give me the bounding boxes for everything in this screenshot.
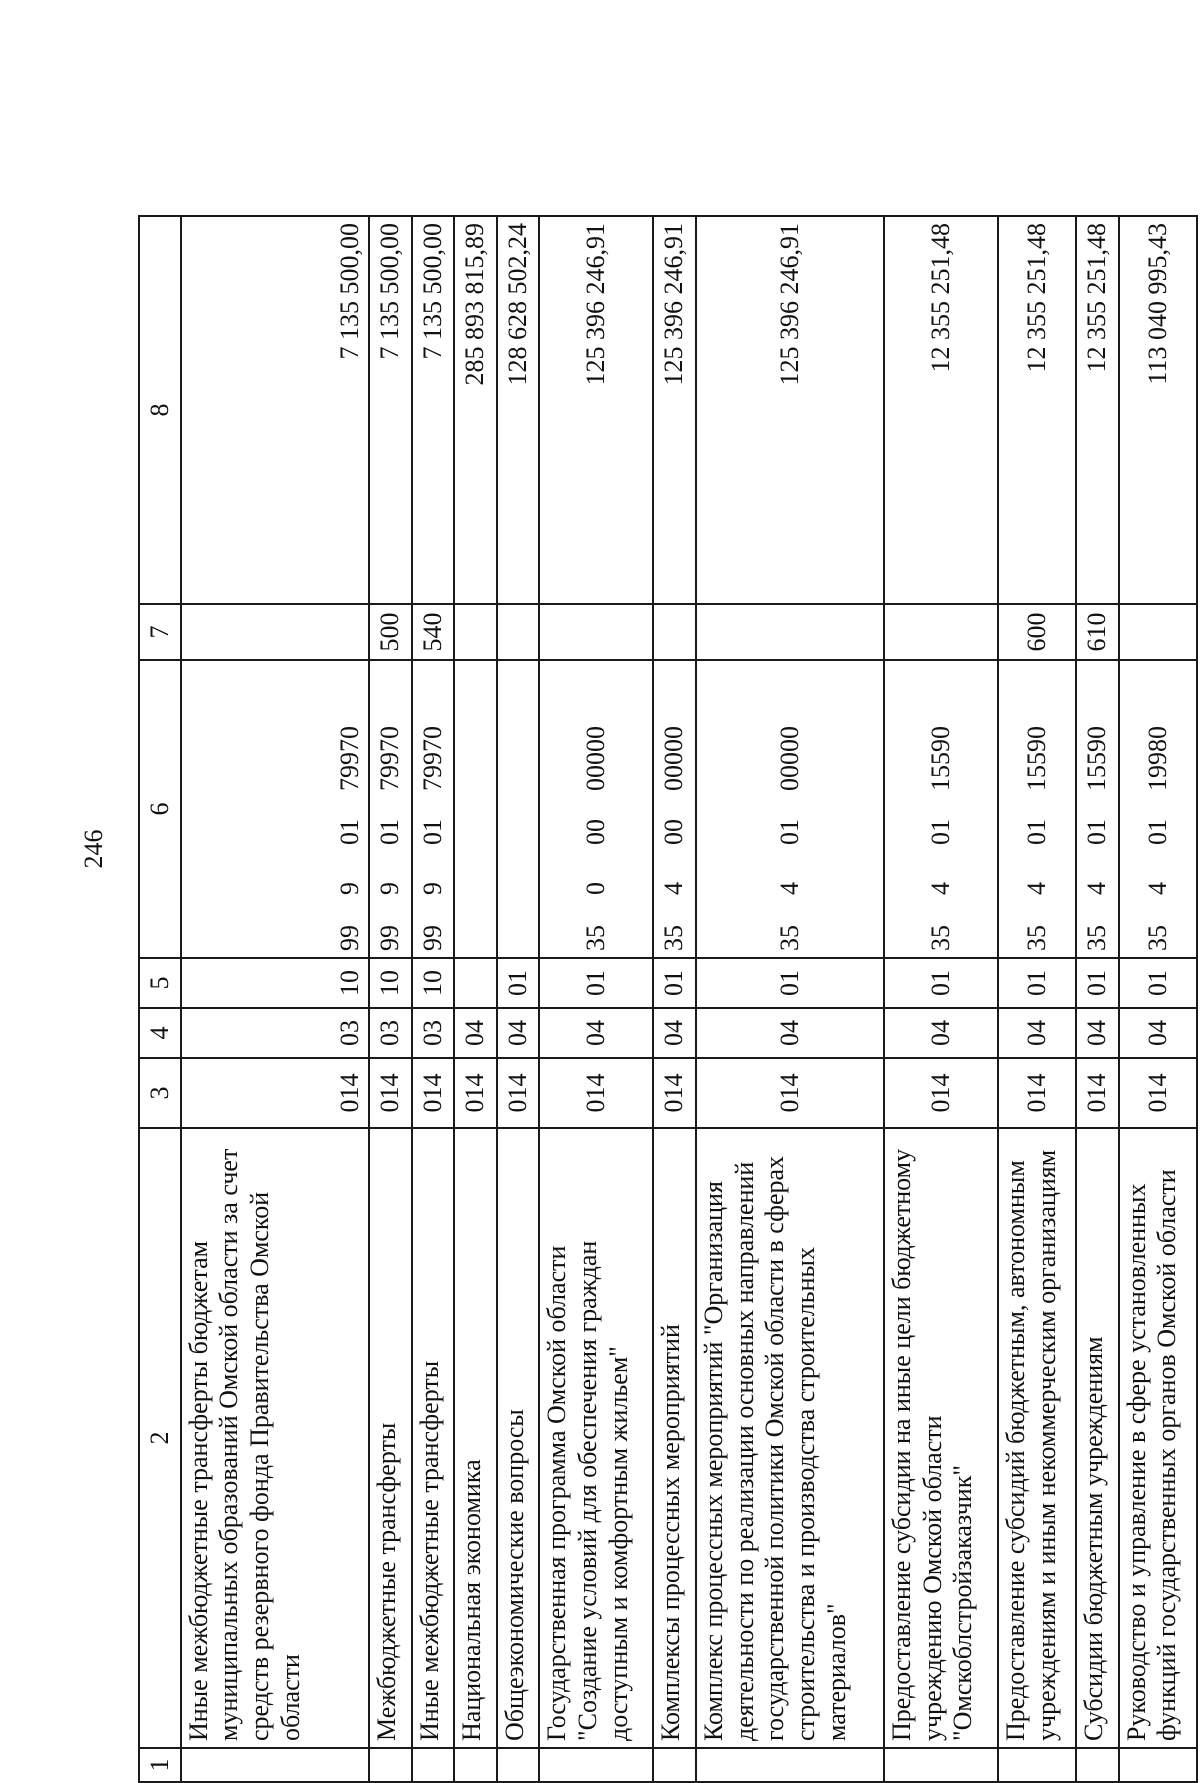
program-code-part: 00	[659, 819, 689, 845]
program-code-part: 79970	[374, 726, 404, 791]
cell-item-name: Национальная экономика	[454, 1128, 497, 1748]
cell-col-1	[454, 1748, 497, 1782]
cell-col-3: 014	[696, 1058, 884, 1128]
program-code-part: 9	[417, 882, 447, 895]
program-code	[1143, 667, 1174, 951]
cell-col-4: 04	[497, 1008, 540, 1058]
cell-col-7	[181, 604, 369, 660]
table-row	[454, 216, 497, 1782]
cell-amount: 125 396 246,91	[696, 216, 884, 604]
cell-amount: 125 396 246,91	[539, 216, 653, 604]
program-code	[1082, 667, 1113, 951]
program-code	[335, 667, 366, 951]
cell-col-7	[454, 604, 497, 660]
table-row	[1076, 216, 1119, 1782]
program-code-part: 35	[925, 925, 955, 951]
program-code-part: 00	[580, 819, 610, 845]
cell-col-6	[412, 660, 455, 958]
header-col-2: 2	[139, 1128, 181, 1748]
table-row	[696, 216, 884, 1782]
cell-col-1	[412, 1748, 455, 1782]
program-code	[926, 667, 957, 951]
header-col-3: 3	[139, 1058, 181, 1128]
cell-col-3: 014	[998, 1058, 1076, 1128]
program-code	[418, 667, 449, 951]
cell-col-4: 04	[1119, 1008, 1197, 1058]
cell-col-6	[1076, 660, 1119, 958]
program-code-part: 9	[335, 882, 365, 895]
cell-amount: 7 135 500,00	[181, 216, 369, 604]
program-code-part: 4	[925, 882, 955, 895]
cell-col-1	[696, 1748, 884, 1782]
program-code-part: 01	[1142, 819, 1172, 845]
cell-col-1	[539, 1748, 653, 1782]
cell-col-7: 540	[412, 604, 455, 660]
cell-col-3: 014	[653, 1058, 696, 1128]
header-col-7: 7	[139, 604, 181, 660]
cell-amount: 125 396 246,91	[653, 216, 696, 604]
program-code-part: 35	[1142, 925, 1172, 951]
program-code-part: 15590	[1082, 726, 1112, 791]
cell-col-7	[884, 604, 998, 660]
cell-col-7	[497, 604, 540, 660]
cell-col-6	[653, 660, 696, 958]
program-code-part: 01	[1021, 819, 1051, 845]
cell-item-name: Предоставление субсидии на иные цели бюджетному учреждению Омской области "Омскоблстройзаказчик"	[884, 1128, 998, 1748]
program-code-part: 99	[417, 925, 447, 951]
table-row	[181, 216, 369, 1782]
cell-col-6	[998, 660, 1076, 958]
table-row	[884, 216, 998, 1782]
program-code-part: 4	[1142, 882, 1172, 895]
program-code	[775, 667, 806, 951]
cell-col-5: 01	[1076, 958, 1119, 1008]
cell-col-1	[181, 1748, 369, 1782]
cell-col-4: 04	[539, 1008, 653, 1058]
program-code-part: 4	[774, 882, 804, 895]
program-code-part: 4	[1021, 882, 1051, 895]
program-code-part: 35	[659, 925, 689, 951]
cell-col-3: 014	[412, 1058, 455, 1128]
cell-col-5: 10	[412, 958, 455, 1008]
cell-item-name: Руководство и управление в сфере установленных функций государственных органов Омской области	[1119, 1128, 1197, 1748]
cell-col-1	[497, 1748, 540, 1782]
cell-col-3: 014	[369, 1058, 412, 1128]
program-code-part: 99	[335, 925, 365, 951]
table-row	[653, 216, 696, 1782]
cell-col-1	[653, 1748, 696, 1782]
program-code-part: 01	[417, 819, 447, 845]
program-code-part: 4	[659, 882, 689, 895]
program-code-part: 35	[1082, 925, 1112, 951]
cell-col-5: 01	[1119, 958, 1197, 1008]
cell-col-4: 03	[181, 1008, 369, 1058]
cell-col-6	[369, 660, 412, 958]
program-code	[1022, 667, 1053, 951]
cell-col-6	[497, 660, 540, 958]
cell-col-3: 014	[1076, 1058, 1119, 1128]
cell-col-6	[539, 660, 653, 958]
cell-col-5	[454, 958, 497, 1008]
cell-col-5: 01	[497, 958, 540, 1008]
cell-item-name: Иные межбюджетные трансферты	[412, 1128, 455, 1748]
table-body	[139, 216, 1197, 1782]
cell-col-1	[1119, 1748, 1197, 1782]
cell-amount: 113 040 995,43	[1119, 216, 1197, 604]
cell-col-5: 10	[369, 958, 412, 1008]
cell-col-1	[998, 1748, 1076, 1782]
cell-item-name: Субсидии бюджетным учреждениям	[1076, 1128, 1119, 1748]
cell-col-3: 014	[181, 1058, 369, 1128]
cell-col-1	[1076, 1748, 1119, 1782]
program-code-part: 4	[1082, 882, 1112, 895]
page-number: 246	[79, 829, 108, 869]
table-row	[497, 216, 540, 1782]
program-code	[375, 667, 406, 951]
cell-col-4: 03	[412, 1008, 455, 1058]
table-row	[412, 216, 455, 1782]
budget-table	[138, 215, 1198, 1783]
cell-col-6	[884, 660, 998, 958]
cell-col-4: 04	[998, 1008, 1076, 1058]
program-code-part: 00000	[580, 726, 610, 791]
header-row	[139, 216, 181, 1782]
cell-item-name: Государственная программа Омской области "Создание условий для обеспечения граждан доступным и комфортным жильем"	[539, 1128, 653, 1748]
header-col-4: 4	[139, 1008, 181, 1058]
header-col-1: 1	[139, 1748, 181, 1782]
cell-col-4: 04	[454, 1008, 497, 1058]
program-code-part: 9	[374, 882, 404, 895]
cell-col-7	[653, 604, 696, 660]
cell-amount: 285 893 815,89	[454, 216, 497, 604]
cell-col-7	[539, 604, 653, 660]
cell-col-5: 01	[884, 958, 998, 1008]
program-code-part: 00000	[659, 726, 689, 791]
cell-col-1	[884, 1748, 998, 1782]
cell-col-6	[181, 660, 369, 958]
cell-item-name: Комплекс процессных мероприятий "Организация деятельности по реализации основных направлений государственной политики Омской области в сферах строительства и производства строительных материалов"	[696, 1128, 884, 1748]
program-code-part: 35	[1021, 925, 1051, 951]
budget-table-rotated	[138, 217, 1198, 1783]
cell-col-5: 01	[539, 958, 653, 1008]
table-row	[539, 216, 653, 1782]
cell-amount: 7 135 500,00	[412, 216, 455, 604]
cell-col-6	[696, 660, 884, 958]
cell-col-6	[454, 660, 497, 958]
program-code	[659, 667, 690, 951]
program-code-part: 79970	[417, 726, 447, 791]
header-col-8: 8	[139, 216, 181, 604]
program-code-part: 99	[374, 925, 404, 951]
cell-col-3: 014	[497, 1058, 540, 1128]
cell-col-7	[1119, 604, 1197, 660]
program-code-part: 19980	[1142, 726, 1172, 791]
cell-col-5: 01	[998, 958, 1076, 1008]
cell-amount: 12 355 251,48	[998, 216, 1076, 604]
cell-col-5: 01	[696, 958, 884, 1008]
program-code-part: 01	[374, 819, 404, 845]
table-row	[369, 216, 412, 1782]
program-code-part: 01	[335, 819, 365, 845]
cell-col-7	[696, 604, 884, 660]
table-row	[1119, 216, 1197, 1782]
cell-item-name: Межбюджетные трансферты	[369, 1128, 412, 1748]
cell-amount: 12 355 251,48	[1076, 216, 1119, 604]
cell-col-7: 500	[369, 604, 412, 660]
cell-col-3: 014	[1119, 1058, 1197, 1128]
cell-item-name: Общеэкономические вопросы	[497, 1128, 540, 1748]
cell-col-5: 10	[181, 958, 369, 1008]
header-col-5: 5	[139, 958, 181, 1008]
cell-item-name: Комплексы процессных мероприятий	[653, 1128, 696, 1748]
cell-amount: 12 355 251,48	[884, 216, 998, 604]
program-code-part: 01	[774, 819, 804, 845]
cell-col-3: 014	[539, 1058, 653, 1128]
cell-col-3: 014	[454, 1058, 497, 1128]
header-col-6: 6	[139, 660, 181, 958]
cell-col-4: 04	[1076, 1008, 1119, 1058]
cell-col-6	[1119, 660, 1197, 958]
cell-item-name: Иные межбюджетные трансферты бюджетам муниципальных образований Омской области за счет средств резервного фонда Правительства Омской области	[181, 1128, 369, 1748]
cell-col-7: 600	[998, 604, 1076, 660]
table-row	[998, 216, 1076, 1782]
program-code-part: 01	[925, 819, 955, 845]
cell-col-3: 014	[884, 1058, 998, 1128]
cell-amount: 7 135 500,00	[369, 216, 412, 604]
cell-col-4: 04	[884, 1008, 998, 1058]
program-code-part: 15590	[1021, 726, 1051, 791]
program-code-part: 35	[580, 925, 610, 951]
program-code-part: 15590	[925, 726, 955, 791]
cell-amount: 128 628 502,24	[497, 216, 540, 604]
program-code-part: 79970	[335, 726, 365, 791]
cell-col-1	[369, 1748, 412, 1782]
program-code-part: 00000	[774, 726, 804, 791]
cell-col-4: 04	[696, 1008, 884, 1058]
program-code-part: 01	[1082, 819, 1112, 845]
cell-col-4: 03	[369, 1008, 412, 1058]
cell-item-name: Предоставление субсидий бюджетным, автономным учреждениям и иным некоммерческим организациям	[998, 1128, 1076, 1748]
cell-col-7: 610	[1076, 604, 1119, 660]
program-code-part: 0	[580, 882, 610, 895]
program-code	[581, 667, 612, 951]
program-code-part: 35	[774, 925, 804, 951]
cell-col-5: 01	[653, 958, 696, 1008]
cell-col-4: 04	[653, 1008, 696, 1058]
